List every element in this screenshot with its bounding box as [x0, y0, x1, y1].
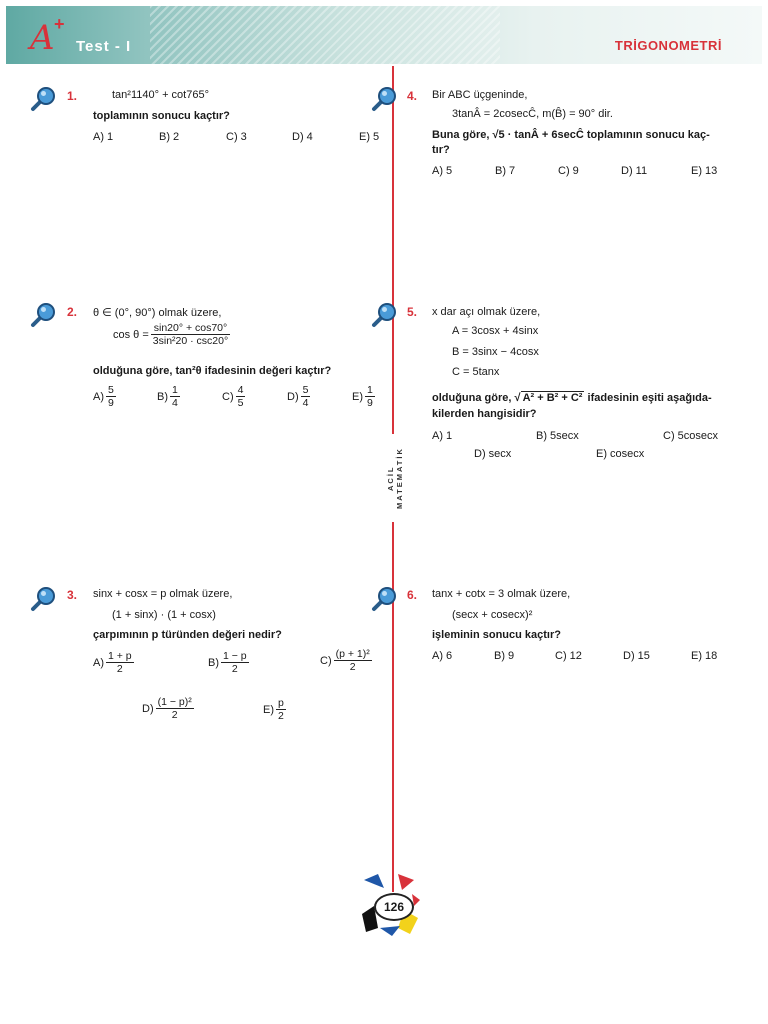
q3-expression: (1 + sinx) · (1 + cosx) [112, 609, 216, 621]
question-number: 4. [407, 89, 418, 103]
q6-option-d[interactable]: D) 15 [623, 650, 650, 662]
fraction-numerator: p [278, 697, 284, 709]
q6-prompt: işleminin sonucu kaçtır? [432, 629, 561, 641]
q4-prompt-cont: tır? [432, 144, 450, 156]
q3-option-d[interactable] [142, 696, 194, 721]
fraction-denominator: 2 [349, 661, 356, 673]
q5-sqrt-expression: A² + B² + C² [522, 392, 583, 404]
option-label: B) [157, 390, 168, 403]
q4-prompt: Buna göre, √5 · tanÂ + 6secĈ toplamının sonucu kaç- [432, 129, 710, 141]
magnifier-icon [30, 302, 56, 328]
fraction-denominator: 9 [108, 397, 114, 409]
option-label: C) [222, 390, 234, 403]
sqrt-icon: √ [514, 392, 521, 404]
q4-option-d[interactable]: D) 11 [621, 165, 648, 177]
fraction-numerator: sin20° + cos70° [151, 322, 230, 335]
q3-prompt: çarpımının p türünden değeri nedir? [93, 629, 282, 641]
q4-option-c[interactable]: C) 9 [558, 165, 579, 177]
option-fraction [156, 696, 194, 721]
fraction-numerator: 1 [172, 384, 178, 396]
q4-option-b[interactable]: B) 7 [495, 165, 516, 177]
magnifier-icon [30, 586, 56, 612]
fraction-numerator: 5 [108, 384, 114, 396]
page-number: 126 [374, 893, 414, 921]
q6-option-e[interactable]: E) 18 [691, 650, 718, 662]
fraction-numerator: 1 [367, 384, 373, 396]
logo-plus: + [54, 14, 65, 34]
option-label: D) [287, 390, 299, 403]
q2-option-d[interactable] [287, 384, 310, 409]
option-label: B) [208, 656, 219, 669]
fraction-numerator: 1 − p [223, 650, 247, 662]
magnifier-icon [371, 302, 397, 328]
option-fraction [334, 648, 372, 673]
q5-option-a[interactable]: A) 1 [432, 430, 453, 442]
fraction-denominator: 9 [367, 397, 373, 409]
q5-condition: x dar açı olmak üzere, [432, 306, 541, 318]
q1-expression: tan²1140° + cot765° [112, 89, 209, 101]
option-label: E) [263, 703, 274, 716]
q5-prompt-cont: kilerden hangisidir? [432, 408, 537, 420]
fraction-numerator: (1 − p)² [157, 696, 192, 708]
question-number: 5. [407, 305, 418, 319]
fraction-numerator: 5 [302, 384, 309, 396]
option-label: D) [142, 702, 154, 715]
fraction-denominator: 2 [171, 709, 178, 721]
q2-option-e[interactable] [352, 384, 375, 409]
magnifier-icon [30, 86, 56, 112]
header-pattern [150, 6, 500, 64]
question-number: 6. [407, 588, 418, 602]
test-title: Test - I [76, 38, 132, 55]
magnifier-icon [371, 586, 397, 612]
q5-option-c[interactable]: C) 5cosecx [663, 430, 719, 442]
q2-prompt: olduğuna göre, tan²θ ifadesinin değeri kaçtır? [93, 365, 332, 377]
fraction-denominator: 2 [116, 663, 123, 675]
fraction-denominator: 2 [231, 663, 238, 675]
question-number: 2. [67, 305, 78, 319]
q2-equation [113, 322, 230, 347]
question-number: 1. [67, 89, 78, 103]
q2-option-b[interactable] [157, 384, 180, 409]
question-number: 3. [67, 588, 78, 602]
q3-option-b[interactable] [208, 650, 249, 675]
q2-condition: θ ∈ (0°, 90°) olmak üzere, [93, 307, 222, 319]
q6-option-a[interactable]: A) 6 [432, 650, 453, 662]
fraction-denominator: 3sin²20 · csc20° [152, 335, 229, 347]
fraction-denominator: 4 [302, 397, 309, 409]
option-fraction [301, 384, 311, 409]
q2-option-a[interactable] [93, 384, 116, 409]
option-fraction [106, 384, 116, 409]
q6-expression: (secx + cosecx)² [452, 609, 533, 621]
q6-option-b[interactable]: B) 9 [494, 650, 515, 662]
fraction-numerator: 1 + p [108, 650, 132, 662]
subject-title: TRİGONOMETRİ [614, 38, 722, 53]
q4-line2: 3tanÂ = 2cosecĈ, m(B̂) = 90° dir. [452, 108, 613, 120]
q4-option-e[interactable]: E) 13 [691, 165, 718, 177]
option-label: A) [93, 656, 104, 669]
q3-option-e[interactable] [263, 697, 286, 722]
q6-option-c[interactable]: C) 12 [555, 650, 582, 662]
option-fraction [236, 384, 246, 409]
q1-option-e[interactable]: E) 5 [359, 131, 380, 143]
q1-option-a[interactable]: A) 1 [93, 131, 114, 143]
option-label: E) [352, 390, 363, 403]
q6-condition: tanx + cotx = 3 olmak üzere, [432, 588, 571, 600]
q5-eq3: C = 5tanx [452, 366, 500, 378]
option-label: A) [93, 390, 104, 403]
fraction-numerator: 4 [237, 384, 244, 396]
q1-prompt: toplamının sonucu kaçtır? [93, 110, 230, 122]
q5-prompt-post: ifadesinin eşiti aşağıda- [587, 392, 712, 404]
q2-option-c[interactable] [222, 384, 245, 409]
q5-eq1: A = 3cosx + 4sinx [452, 325, 539, 337]
q5-prompt [432, 391, 712, 404]
q1-option-c[interactable]: C) 3 [226, 131, 247, 143]
q3-condition: sinx + cosx = p olmak üzere, [93, 588, 233, 600]
q5-option-d[interactable]: D) secx [474, 448, 512, 460]
q1-option-b[interactable]: B) 2 [159, 131, 180, 143]
option-fraction [276, 697, 286, 722]
q4-option-a[interactable]: A) 5 [432, 165, 453, 177]
q3-option-a[interactable] [93, 650, 134, 675]
q5-option-e[interactable]: E) cosecx [596, 448, 645, 460]
option-fraction [365, 384, 375, 409]
magnifier-icon [371, 86, 397, 112]
q1-option-d[interactable]: D) 4 [292, 131, 313, 143]
fraction-denominator: 4 [172, 397, 178, 409]
brand-label: ACİL MATEMATİK [386, 447, 404, 509]
q4-line1: Bir ABC üçgeninde, [432, 89, 528, 101]
option-label: C) [320, 654, 332, 667]
fraction-denominator: 2 [278, 710, 284, 722]
option-fraction [106, 650, 134, 675]
q5-eq2: B = 3sinx − 4cosx [452, 346, 539, 358]
fraction-denominator: 5 [237, 397, 244, 409]
q2-fraction [151, 322, 230, 347]
logo: A [30, 18, 55, 58]
fraction-numerator: (p + 1)² [335, 648, 370, 660]
option-fraction [221, 650, 249, 675]
q5-prompt-pre: olduğuna göre, [432, 392, 512, 404]
q5-option-b[interactable]: B) 5secx [536, 430, 579, 442]
q2-lhs: cos θ = [113, 328, 149, 341]
q3-option-c[interactable] [320, 648, 372, 673]
option-fraction [170, 384, 180, 409]
